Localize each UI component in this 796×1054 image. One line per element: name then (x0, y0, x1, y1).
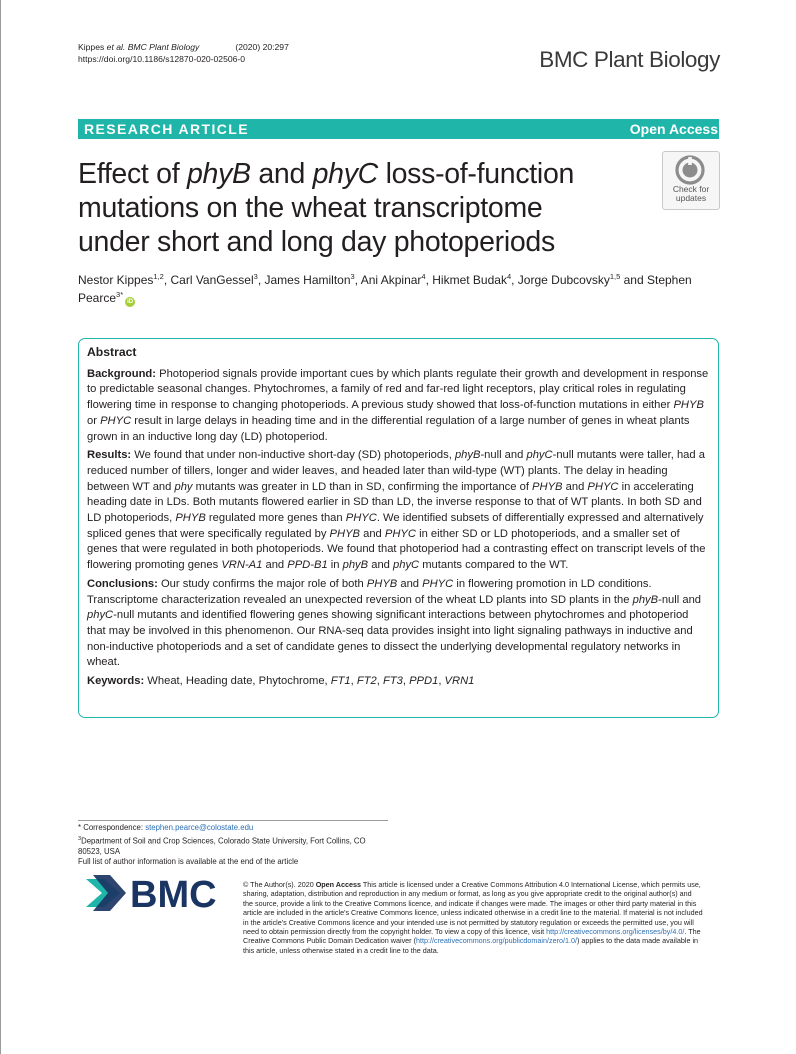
article-title: Effect of phyB and phyC loss-of-function mutations on the wheat transcriptome under short and long day photoperiods (78, 158, 575, 258)
affiliation: $^3$Department of Soil and Crop Sciences, Colorado State University, Fort Collins, CO 80523, USA (78, 835, 366, 856)
journal-name: BMC Plant Biology (539, 47, 720, 72)
abstract-keywords: Keywords: Wheat, Heading date, Phytochrome, FT1, FT2, FT3, PPD1, VRN1 (87, 675, 475, 688)
bmc-logo (86, 873, 226, 913)
citation-authors: Kippes (78, 42, 107, 52)
author-affiliation-sup: 4 (421, 272, 426, 281)
article-type-label: RESEARCH ARTICLE (84, 121, 249, 137)
author-name[interactable]: Jorge Dubcovsky (517, 273, 610, 287)
author-name[interactable]: Ani Akpinar (360, 273, 422, 287)
citation-journal: et al. BMC Plant Biology (106, 42, 200, 52)
correspondence: * Correspondence: stephen.pearce@colostate.edu (78, 823, 254, 832)
author-affiliation-sup: 3* (116, 290, 124, 299)
author-affiliation-sup: 3 (253, 272, 258, 281)
abstract-heading: Abstract (87, 345, 137, 359)
abstract-conclusions: Conclusions: Our study confirms the major role of both PHYB and PHYC in flowering promotion in LD conditions. Transcriptome characterization revealed an unexpected reversion of the wheat LD plants into SD plants in the phyB-null and phyC-null mutants and identified flowering genes showing significant interactions between phytochromes and photoperiod that may be involved in this phenomenon. Our RNA-seq data provides insight into light signaling pathways in inductive and non-inductive photoperiods and a set of candidate genes to dissect the underlying developmental regulatory networks in wheat. (87, 577, 702, 669)
abstract-background: Background: Photoperiod signals provide important cues by which plants regulate their growth and development in response to predictable seasonal changes. Phytochromes, a family of red and far-red light receptors, play critical roles in regulating flowering time in response to changing photoperiods. A previous study showed that loss-of-function mutations in either PHYB or PHYC result in large delays in heading time and in the differential regulation of a large number of genes in wheat plants grown in an inductive long day (LD) photoperiod. (87, 367, 709, 443)
check-for-updates-button[interactable] (662, 151, 720, 210)
license-link[interactable]: http://creativecommons.org/licenses/by/4.0/ (546, 927, 685, 937)
license-text: © The Author(s). 2020 Open Access This article is licensed under a Creative Commons Attribution 4.0 International License, which permits use, sharing, adaptation, distribution and reproduction in any medium or format, as long as you give appropriate credit to the original author(s) and the source, provide a link to the Creative Commons licence, and indicate if changes were made. The images or other third party material in this article are included in the article's Creative Commons licence, unless indicated otherwise in a credit line to the material. If material is not included in the article's Creative Commons licence and your intended use is not permitted by statutory regulation or exceeds the permitted use, you will need to obtain permission directly from the copyright holder. To view a copy of this licence, visit http://creativecommons.org/licenses/by/4.0/. The Creative Commons Public Domain Dedication waiver (http://creativecommons.org/publicdomain/zero/1.0/) applies to the data made available in this article, unless otherwise stated in a credit line to the data. (243, 880, 703, 955)
author-separator: , (163, 273, 171, 287)
author-name[interactable]: James Hamilton (264, 273, 351, 287)
citation-block (78, 42, 289, 65)
footnote-rule (78, 820, 388, 821)
abstract-results: Results: We found that under non-inductive short-day (SD) photoperiods, phyB-null and phyC-null mutants were taller, had a reduced number of tillers, longer and wider leaves, and headed later than wild-type (WT) plants. The delay in heading between WT and phy mutants was greater in LD than in SD, confirming the importance of PHYB and PHYC in accelerating heading date in LDs. Both mutants flowered earlier in SD than LD, the inverse response to that of WT plants. In both SD and LD photoperiods, PHYB regulated more genes than PHYC. We identified subsets of differentially expressed and alternatively spliced genes that were specifically regulated by PHYB and PHYC in either SD or LD photoperiods, and a smaller set of genes that were regulated in both photoperiods. We found that photoperiod had a contrasting effect on transcript levels of the flowering promoting genes VRN-A1 and PPD-B1 in phyB and phyC mutants compared to the WT. (87, 449, 706, 572)
doi-link[interactable]: https://doi.org/10.1186/s12870-020-02506-0 (78, 53, 246, 64)
correspondence-email-link[interactable]: stephen.pearce@colostate.edu (145, 823, 254, 832)
author-name[interactable]: Carl VanGessel (170, 273, 254, 287)
open-access-label: Open Access (629, 121, 718, 137)
author-list (78, 271, 726, 307)
author-separator: , (511, 273, 518, 287)
author-affiliation-sup: 1,5 (609, 272, 621, 281)
author-info-note: Full list of author information is available at the end of the article (78, 857, 299, 867)
author-affiliation-sup: 4 (506, 272, 512, 281)
abstract-box (78, 338, 719, 718)
author-separator: , (257, 273, 265, 287)
author-name[interactable]: Hikmet Budak (432, 273, 507, 287)
footnote (78, 823, 378, 868)
author-separator: , (425, 273, 433, 287)
author-affiliation-sup: 3 (350, 272, 355, 281)
check-for-updates-icon (675, 155, 705, 185)
author-separator: and (620, 273, 647, 287)
check-for-updates-label: Check for updates (672, 184, 710, 203)
page-edge (0, 0, 1, 1054)
orcid-icon[interactable]: iD (127, 299, 134, 305)
author-name[interactable]: Stephen Pearce (78, 273, 692, 305)
citation-line (78, 42, 289, 54)
author-separator: , (354, 273, 361, 287)
bmc-logo-text: BMC (130, 874, 217, 913)
citation-year: (2020) 20:297 (235, 42, 289, 52)
author-affiliation-sup: 1,2 (153, 272, 164, 281)
public-domain-link[interactable]: http://creativecommons.org/publicdomain/zero/1.0/ (415, 936, 577, 946)
author-name[interactable]: Nestor Kippes (78, 273, 154, 287)
